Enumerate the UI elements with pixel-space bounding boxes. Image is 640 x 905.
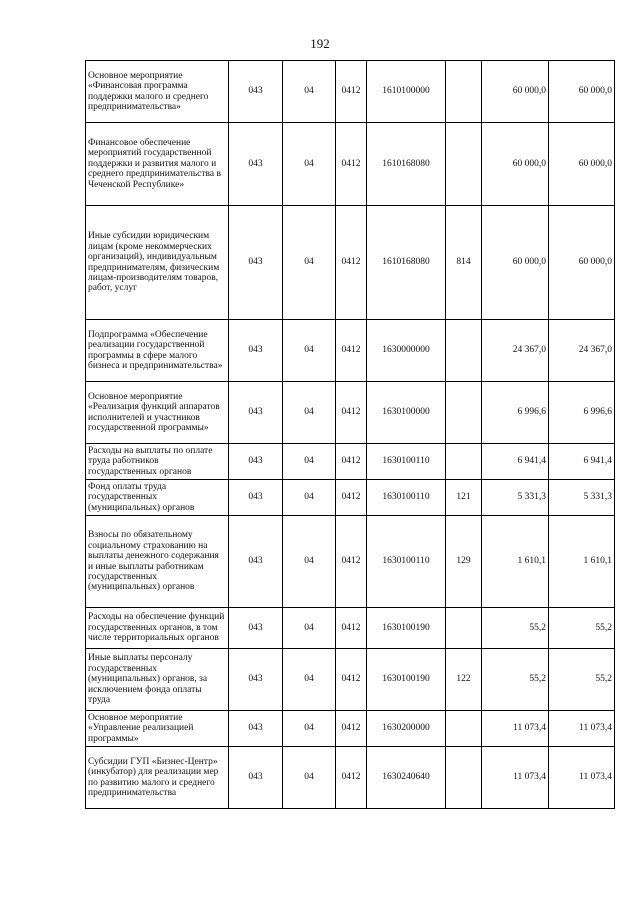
table-row (86, 747, 615, 809)
expense-type-code: 814 (446, 206, 482, 320)
row-name: Основное мероприятие «Финансовая программа поддержки малого и среднего предпринимательства» (86, 61, 229, 123)
table-row (86, 320, 615, 382)
amount-1: 6 996,6 (482, 382, 549, 444)
subsection-code: 0412 (336, 516, 367, 608)
row-name: Подпрограмма «Обеспечение реализации государственной программы в сфере малого бизнеса и предпринимательства» (86, 320, 229, 382)
expense-type-code (446, 444, 482, 480)
subsection-code: 0412 (336, 382, 367, 444)
amount-2: 6 941,4 (549, 444, 615, 480)
amount-2: 5 331,3 (549, 480, 615, 516)
target-article-code: 1630100110 (367, 480, 446, 516)
target-article-code: 1610100000 (367, 61, 446, 123)
amount-2: 11 073,4 (549, 747, 615, 809)
row-name: Финансовое обеспечение мероприятий государственной поддержки и развития малого и среднего предпринимательства в Чеченской Республике» (86, 123, 229, 206)
subsection-code: 0412 (336, 711, 367, 747)
ministry-code: 043 (229, 516, 283, 608)
expense-type-code: 129 (446, 516, 482, 608)
row-name: Основное мероприятие «Управление реализацией программы» (86, 711, 229, 747)
expense-type-code: 122 (446, 649, 482, 711)
table-row (86, 123, 615, 206)
table-row (86, 608, 615, 649)
ministry-code: 043 (229, 608, 283, 649)
table-row (86, 206, 615, 320)
ministry-code: 043 (229, 61, 283, 123)
row-name: Субсидии ГУП «Бизнес-Центр» (инкубатор) для реализации мер по развитию малого и среднего предпринимательства (86, 747, 229, 809)
ministry-code: 043 (229, 747, 283, 809)
subsection-code: 0412 (336, 123, 367, 206)
section-code: 04 (283, 608, 336, 649)
row-name: Иные выплаты персоналу государственных (муниципальных) органов, за исключением фонда оплаты труда (86, 649, 229, 711)
row-name: Фонд оплаты труда государственных (муниципальных) органов (86, 480, 229, 516)
target-article-code: 1630000000 (367, 320, 446, 382)
amount-2: 60 000,0 (549, 123, 615, 206)
ministry-code: 043 (229, 382, 283, 444)
ministry-code: 043 (229, 444, 283, 480)
amount-2: 60 000,0 (549, 61, 615, 123)
section-code: 04 (283, 444, 336, 480)
row-name: Расходы на выплаты по оплате труда работников государственных органов (86, 444, 229, 480)
row-name: Иные субсидии юридическим лицам (кроме некоммерческих организаций), индивидуальным предпринимателям, физическим лицам-производителям товаров, работ, услуг (86, 206, 229, 320)
ministry-code: 043 (229, 711, 283, 747)
amount-1: 60 000,0 (482, 206, 549, 320)
ministry-code: 043 (229, 480, 283, 516)
subsection-code: 0412 (336, 61, 367, 123)
subsection-code: 0412 (336, 206, 367, 320)
section-code: 04 (283, 711, 336, 747)
table-row (86, 649, 615, 711)
budget-table (85, 60, 615, 809)
section-code: 04 (283, 206, 336, 320)
target-article-code: 1630100110 (367, 516, 446, 608)
expense-type-code (446, 608, 482, 649)
table-row (86, 382, 615, 444)
target-article-code: 1630100190 (367, 649, 446, 711)
amount-1: 24 367,0 (482, 320, 549, 382)
table-row (86, 480, 615, 516)
amount-2: 55,2 (549, 608, 615, 649)
target-article-code: 1630100000 (367, 382, 446, 444)
amount-2: 11 073,4 (549, 711, 615, 747)
ministry-code: 043 (229, 206, 283, 320)
target-article-code: 1630200000 (367, 711, 446, 747)
expense-type-code (446, 123, 482, 206)
amount-2: 55,2 (549, 649, 615, 711)
table-row (86, 711, 615, 747)
ministry-code: 043 (229, 649, 283, 711)
amount-2: 60 000,0 (549, 206, 615, 320)
amount-1: 60 000,0 (482, 61, 549, 123)
row-name: Расходы на обеспечение функций государственных органов, в том числе территориальных органов (86, 608, 229, 649)
expense-type-code (446, 61, 482, 123)
subsection-code: 0412 (336, 649, 367, 711)
amount-2: 6 996,6 (549, 382, 615, 444)
amount-1: 5 331,3 (482, 480, 549, 516)
amount-1: 11 073,4 (482, 747, 549, 809)
target-article-code: 1630100190 (367, 608, 446, 649)
target-article-code: 1610168080 (367, 206, 446, 320)
amount-1: 6 941,4 (482, 444, 549, 480)
expense-type-code: 121 (446, 480, 482, 516)
amount-1: 11 073,4 (482, 711, 549, 747)
page-number: 192 (310, 36, 330, 51)
target-article-code: 1630100110 (367, 444, 446, 480)
section-code: 04 (283, 480, 336, 516)
row-name: Основное мероприятие «Реализация функций аппаратов исполнителей и участников государственной программы» (86, 382, 229, 444)
subsection-code: 0412 (336, 444, 367, 480)
expense-type-code (446, 711, 482, 747)
expense-type-code (446, 320, 482, 382)
subsection-code: 0412 (336, 320, 367, 382)
ministry-code: 043 (229, 320, 283, 382)
amount-1: 60 000,0 (482, 123, 549, 206)
section-code: 04 (283, 320, 336, 382)
section-code: 04 (283, 123, 336, 206)
amount-2: 24 367,0 (549, 320, 615, 382)
section-code: 04 (283, 61, 336, 123)
subsection-code: 0412 (336, 608, 367, 649)
amount-1: 55,2 (482, 649, 549, 711)
table-row (86, 516, 615, 608)
section-code: 04 (283, 649, 336, 711)
target-article-code: 1610168080 (367, 123, 446, 206)
expense-type-code (446, 747, 482, 809)
amount-1: 55,2 (482, 608, 549, 649)
subsection-code: 0412 (336, 747, 367, 809)
section-code: 04 (283, 382, 336, 444)
subsection-code: 0412 (336, 480, 367, 516)
section-code: 04 (283, 516, 336, 608)
ministry-code: 043 (229, 123, 283, 206)
row-name: Взносы по обязательному социальному страхованию на выплаты денежного содержания и иные выплаты работникам государственных (муниципальных) органов (86, 516, 229, 608)
expense-type-code (446, 382, 482, 444)
amount-2: 1 610,1 (549, 516, 615, 608)
table-row (86, 444, 615, 480)
table-row (86, 61, 615, 123)
target-article-code: 1630240640 (367, 747, 446, 809)
amount-1: 1 610,1 (482, 516, 549, 608)
section-code: 04 (283, 747, 336, 809)
